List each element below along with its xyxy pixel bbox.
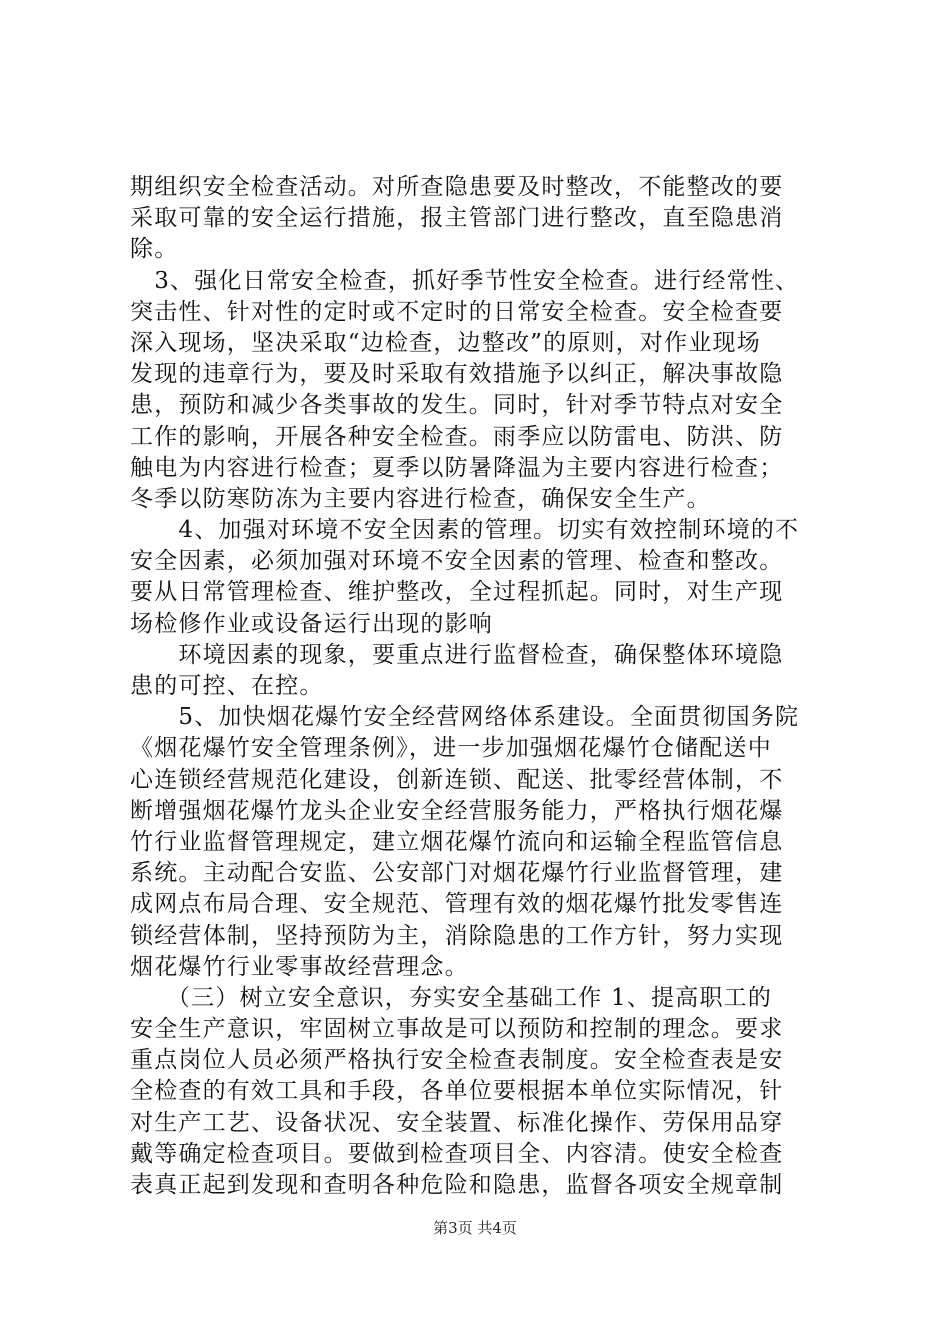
text-line: 系统。主动配合安监、公安部门对烟花爆竹行业监督管理，建 bbox=[130, 860, 784, 887]
text-line: 除。 bbox=[130, 236, 179, 263]
text-line: 冬季以防寒防冻为主要内容进行检查，确保安全生产。 bbox=[130, 485, 711, 512]
text-line: 要从日常管理检查、维护整改，全过程抓起。同时，对生产现 bbox=[130, 579, 784, 606]
text-line: 触电为内容进行检查；夏季以防暑降温为主要内容进行检查； bbox=[130, 454, 784, 481]
text-line: 3、强化日常安全检查，抓好季节性安全检查。进行经常性、 bbox=[130, 267, 800, 294]
text-line: 环境因素的现象，要重点进行监督检查，确保整体环境隐 bbox=[130, 641, 784, 668]
text-line: 4、加强对环境不安全因素的管理。切实有效控制环境的不 bbox=[130, 517, 800, 544]
text-line: 全检查的有效工具和手段，各单位要根据本单位实际情况，针 bbox=[130, 1078, 784, 1105]
text-line: 重点岗位人员必须严格执行安全检查表制度。安全检查表是安 bbox=[130, 1047, 784, 1074]
text-line: 发现的违章行为，要及时采取有效措施予以纠正，解决事故隐 bbox=[130, 361, 784, 388]
text-line: 安全生产意识，牢固树立事故是可以预防和控制的理念。要求 bbox=[130, 1016, 784, 1043]
text-line: 患的可控、在控。 bbox=[130, 673, 324, 699]
text-line: 工作的影响，开展各种安全检查。雨季应以防雷电、防洪、防 bbox=[130, 423, 784, 450]
text-line: 心连锁经营规范化建设，创新连锁、配送、批零经营体制，不 bbox=[130, 766, 784, 793]
text-line: （三）树立安全意识，夯实安全基础工作 1、提高职工的 bbox=[130, 984, 773, 1011]
text-line: 深入现场，坚决采取“边检查，边整改”的原则，对作业现场 bbox=[130, 329, 761, 356]
text-line: 期组织安全检查活动。对所查隐患要及时整改，不能整改的要 bbox=[130, 174, 784, 200]
text-line: 戴等确定检查项目。要做到检查项目全、内容清。使安全检查 bbox=[130, 1140, 784, 1167]
text-line: 竹行业监督管理规定，建立烟花爆竹流向和运输全程监管信息 bbox=[130, 828, 784, 855]
text-line: 锁经营体制，坚持预防为主，消除隐患的工作方针，努力实现 bbox=[130, 922, 784, 949]
text-line: 5、加快烟花爆竹安全经营网络体系建设。全面贯彻国务院 bbox=[130, 704, 800, 731]
text-line: 突击性、针对性的定时或不定时的日常安全检查。安全检查要 bbox=[130, 298, 784, 325]
text-line: 成网点布局合理、安全规范、管理有效的烟花爆竹批发零售连 bbox=[130, 891, 784, 918]
text-line: 对生产工艺、设备状况、安全装置、标准化操作、劳保用品穿 bbox=[130, 1109, 784, 1136]
text-line: 患，预防和减少各类事故的发生。同时，针对季节特点对安全 bbox=[130, 392, 784, 419]
document-body bbox=[130, 172, 850, 1201]
text-line: 断增强烟花爆竹龙头企业安全经营服务能力，严格执行烟花爆 bbox=[130, 797, 784, 824]
text-line: 表真正起到发现和查明各种危险和隐患，监督各项安全规章制 bbox=[130, 1172, 784, 1198]
text-line: 烟花爆竹行业零事故经营理念。 bbox=[130, 953, 469, 980]
text-line: 采取可靠的安全运行措施，报主管部门进行整改，直至隐患消 bbox=[130, 205, 784, 232]
text-line: 《烟花爆竹安全管理条例》，进一步加强烟花爆竹仓储配送中 bbox=[130, 735, 772, 762]
text-line: 场检修作业或设备运行出现的影响 bbox=[130, 610, 493, 637]
page-footer: 第3页 共4页 bbox=[433, 1219, 517, 1237]
text-line: 安全因素，必须加强对环境不安全因素的管理、检查和整改。 bbox=[130, 548, 784, 575]
